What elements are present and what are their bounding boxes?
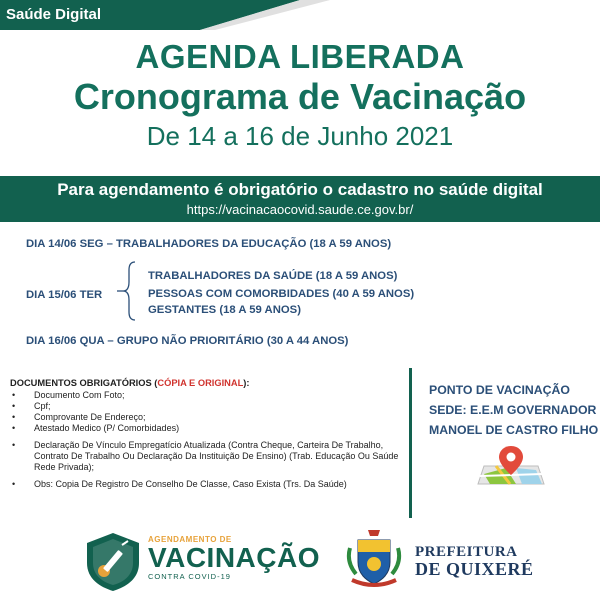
schedule-day-1: DIA 14/06 SEG – TRABALHADORES DA EDUCAÇÃO (18 A 59 ANOS) — [26, 238, 392, 250]
registration-banner — [0, 176, 600, 222]
prefeitura-line2: DE QUIXERÉ — [415, 559, 534, 579]
list-item: • Obs: Copia De Registro De Conselho De Classe, Caso Exista (Trs. Da Saúde) — [10, 479, 400, 490]
campaign-title: VACINAÇÃO — [148, 542, 320, 573]
documents-title: DOCUMENTOS OBRIGATÓRIOS (CÓPIA E ORIGINAL): — [10, 378, 250, 388]
required-documents — [10, 378, 400, 490]
brand-name: Saúde Digital — [6, 6, 102, 23]
list-item: • Comprovante De Endereço; — [10, 412, 400, 423]
schedule-group: PESSOAS COM COMORBIDADES (40 A 59 ANOS) — [148, 288, 415, 300]
campaign-subtitle: CONTRA COVID-19 — [148, 572, 231, 581]
documents-title-highlight: CÓPIA E ORIGINAL — [157, 378, 244, 388]
vaccination-point-address: MANOEL DE CASTRO FILHO — [429, 423, 599, 437]
date-range: De 14 a 16 de Junho 2021 — [146, 121, 454, 151]
vaccine-shield-icon — [84, 531, 142, 593]
prefeitura-logo — [415, 544, 534, 578]
map-pin-icon — [476, 444, 546, 486]
prefeitura-line1: PREFEITURA — [415, 544, 518, 560]
coat-of-arms-icon — [342, 528, 406, 590]
page-subtitle: Cronograma de Vacinação — [73, 76, 527, 117]
schedule-group: TRABALHADORES DA SAÚDE (18 A 59 ANOS) — [148, 270, 398, 282]
schedule-day-3: DIA 16/06 QUA – GRUPO NÃO PRIORITÁRIO (30 A 44 ANOS) — [26, 335, 349, 347]
campaign-small-text: AGENDAMENTO DE — [148, 535, 232, 544]
vaccination-point-label: PONTO DE VACINAÇÃO — [429, 383, 570, 397]
schedule-day-2: DIA 15/06 TER — [26, 289, 103, 301]
list-item: • Declaração De Vínculo Empregatício Atualizada (Contra Cheque, Carteira De Trabalho, Contrato De Trabalho Ou Declaração Da Instituição De Ensino) (Trab. Educação Ou Saúde Rede Privada); — [10, 440, 400, 473]
brace-icon — [117, 260, 147, 322]
list-item: • Cpf; — [10, 401, 400, 412]
campaign-logo — [148, 535, 320, 581]
documents-list — [10, 390, 400, 490]
banner-text: Para agendamento é obrigatório o cadastro no saúde digital — [57, 180, 543, 199]
list-item: • Atestado Medico (P/ Comorbidades) — [10, 423, 400, 434]
schedule-group: GESTANTES (18 A 59 ANOS) — [148, 304, 301, 316]
brand-logo — [6, 6, 101, 23]
page-title: AGENDA LIBERADA — [135, 38, 465, 75]
brand-badge — [0, 0, 330, 30]
registration-link[interactable]: https://vacinacaocovid.saude.ce.gov.br/ — [186, 202, 414, 217]
divider — [409, 368, 412, 518]
list-item: • Documento Com Foto; — [10, 390, 400, 401]
vaccination-point — [429, 380, 598, 440]
vaccination-point-address: SEDE: E.E.M GOVERNADOR — [429, 403, 597, 417]
